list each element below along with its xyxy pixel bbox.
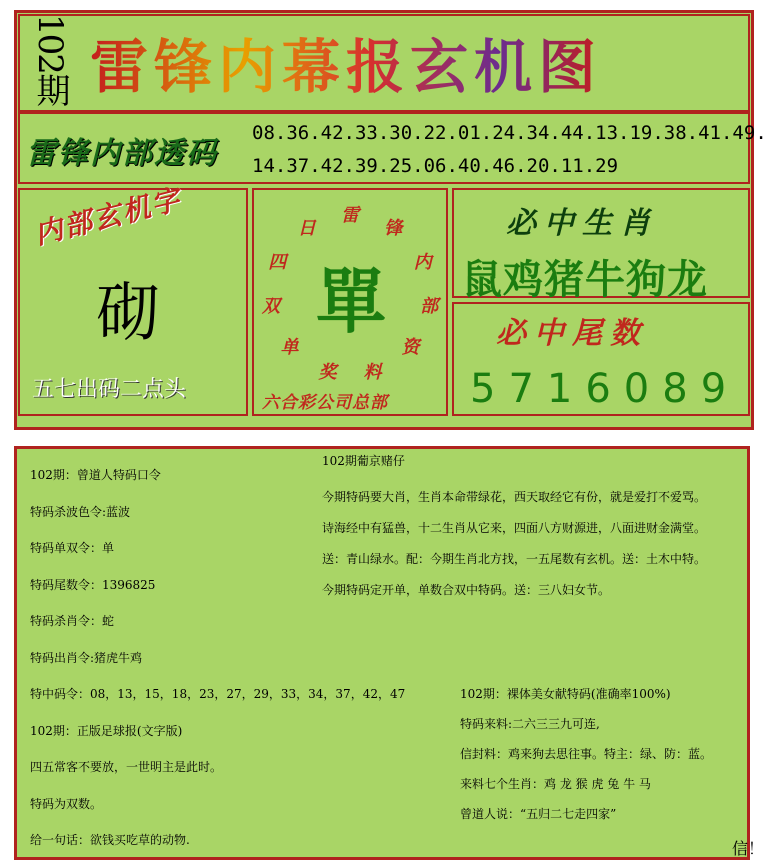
text-line: 特码出肖令:猪虎牛鸡: [30, 650, 143, 665]
zodiac-value: 鼠鸡猪牛狗龙: [462, 256, 708, 303]
ring-character: 单: [280, 337, 299, 359]
text-line: 今期特码定开单，单数合双中特码。送：三八妇女节。: [322, 583, 611, 597]
text-line: 给一句话：欲钱买吃草的动物.: [30, 833, 190, 847]
zodiac-label: 必中生肖: [506, 206, 658, 241]
center-footer: 六合彩公司总部: [262, 393, 388, 413]
text-line: 四五常客不要放，一世明主是此时。: [30, 760, 223, 774]
text-line: 102期：曾道人特码口令: [30, 468, 161, 482]
text-line: 送：青山绿水。配：今期生肖北方找，一五尾数有玄机。送：土木中特。: [322, 552, 707, 566]
text-line: 特码单双令：单: [30, 541, 115, 555]
text-line: 特中码令：08，13，15，18，23，27，29，33，34，37，42，47: [30, 687, 406, 701]
text-line: 特码来料:二六三三九可连,: [460, 717, 600, 731]
text-line: 今期特码要大肖，生肖本命带绿花，西天取经它有份，就是爱打不爱骂。: [322, 490, 707, 504]
center-character: 單: [316, 260, 386, 343]
text-line: 特码为双数。: [30, 796, 103, 811]
ring-character: 奖: [318, 361, 337, 383]
ring-character: 四: [268, 251, 287, 273]
codes-label: 雷锋内部透码: [26, 136, 218, 171]
inner-word-label: 内部玄机字: [31, 182, 185, 251]
ring-character: 部: [420, 296, 439, 318]
right-top-title: 102期葡京赌仔: [322, 454, 405, 468]
tail-label: 必中尾数: [496, 316, 648, 351]
codes-line-2: 14.37.42.39.25.06.40.46.20.11.29: [252, 155, 619, 177]
page-title: 雷锋内幕报玄机图: [90, 20, 602, 104]
corner-text: 信！: [732, 839, 765, 858]
ring-character: 料: [363, 361, 382, 383]
text-line: 诗海经中有猛兽，十二生肖从它来，四面八方财源进，八面进财金满堂。: [322, 521, 707, 535]
text-line: 特码尾数令：1396825: [30, 577, 156, 592]
text-line: 特码杀肖令：蛇: [30, 614, 115, 628]
text-line: 来料七个生肖：鸡 龙 猴 虎 兔 牛 马: [460, 777, 651, 791]
ring-character: 资: [401, 337, 420, 359]
text-line: 信封料：鸡来狗去思往事。特主：绿、防：蓝。: [460, 747, 713, 761]
text-line: 102期：裸体美女献特码(准确率100%): [460, 687, 671, 701]
text-line: 曾道人说：“五归二七走四家”: [460, 807, 617, 821]
text-line: 102期：正版足球报(文字版): [30, 723, 183, 738]
inner-word-hint: 五七出码二点头: [32, 377, 187, 402]
text-line: 特码杀波色令:蓝波: [30, 504, 131, 519]
tail-value: 5716089: [470, 366, 740, 412]
ring-character: 日: [297, 217, 316, 239]
issue-number: 102期: [30, 14, 70, 105]
inner-word-character: 砌: [96, 277, 160, 351]
ring-character: 雷: [341, 205, 359, 226]
ring-character: 双: [261, 296, 280, 318]
ring-character: 内: [413, 251, 432, 273]
codes-line-1: 08.36.42.33.30.22.01.24.34.44.13.19.38.41.49.: [252, 122, 767, 144]
ring-character: 锋: [384, 217, 403, 239]
